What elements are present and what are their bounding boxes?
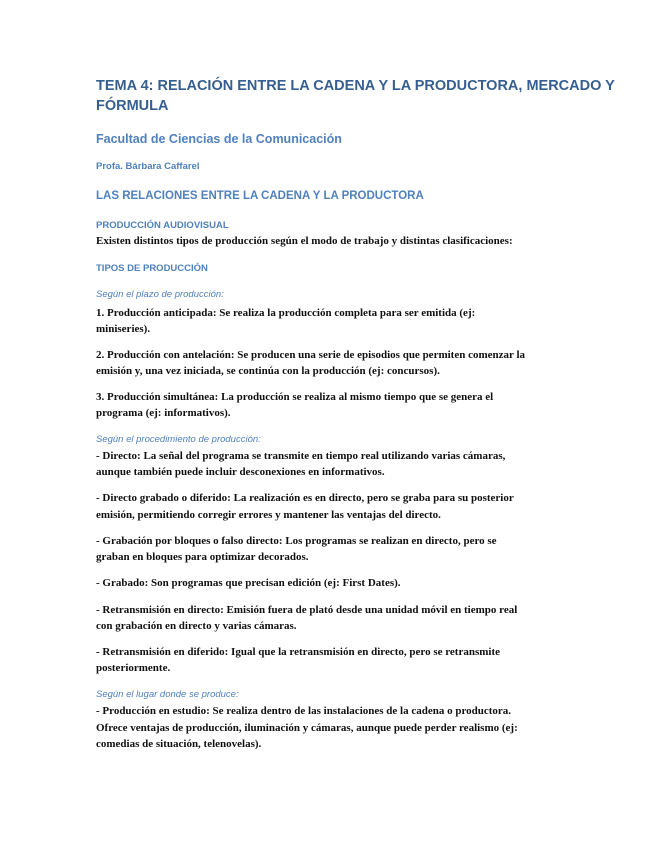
paragraph-line: posteriormente. xyxy=(96,662,171,674)
paragraph-line: miniseries). xyxy=(96,323,151,335)
by-procedure-label: Según el procedimiento de producción: xyxy=(96,434,261,445)
paragraph-line: con grabación en directo y varias cámaras. xyxy=(96,620,297,632)
professor-name: Profa. Bárbara Caffarel xyxy=(96,161,200,172)
paragraph-line: 2. Producción con antelación: Se producen una serie de episodios que permiten comenzar la xyxy=(96,349,525,361)
paragraph-line: graban en bloques para optimizar decorados. xyxy=(96,551,309,563)
by-term-label: Según el plazo de producción: xyxy=(96,289,224,300)
paragraph-line: emisión y, una vez iniciada, se continúa con la producción (ej: concursos). xyxy=(96,365,440,377)
by-place-label: Según el lugar donde se produce: xyxy=(96,689,239,700)
paragraph-line: aunque también puede incluir desconexiones en informativos. xyxy=(96,466,385,478)
paragraph-line: - Retransmisión en diferido: Igual que la retransmisión en directo, pero se retransmite xyxy=(96,646,501,658)
paragraph-line: programa (ej: informativos). xyxy=(96,407,231,419)
paragraph-line: 1. Producción anticipada: Se realiza la producción completa para ser emitida (ej: xyxy=(96,307,476,319)
paragraph-line: emisión, permitiendo corregir errores y mantener las ventajas del directo. xyxy=(96,509,441,521)
paragraph-line: - Directo grabado o diferido: La realización es en directo, pero se graba para su posterior xyxy=(96,492,514,504)
audiovisual-heading: PRODUCCIÓN AUDIOVISUAL xyxy=(96,220,229,231)
paragraph-line: - Grabado: Son programas que precisan edición (ej: First Dates). xyxy=(96,577,401,589)
section-title: LAS RELACIONES ENTRE LA CADENA Y LA PRODUCTORA xyxy=(96,190,424,202)
paragraph-line: Ofrece ventajas de producción, iluminación y cámaras, aunque puede perder realismo (ej: xyxy=(96,722,518,734)
intro-paragraph: Existen distintos tipos de producción según el modo de trabajo y distintas clasificaciones: xyxy=(96,235,513,247)
paragraph-line: - Producción en estudio: Se realiza dentro de las instalaciones de la cadena o productora. xyxy=(96,705,512,717)
paragraph-line: comedias de situación, telenovelas). xyxy=(96,738,262,750)
document-title: FÓRMULA xyxy=(96,98,169,114)
types-heading: TIPOS DE PRODUCCIÓN xyxy=(96,263,208,274)
paragraph-line: - Retransmisión en directo: Emisión fuera de plató desde una unidad móvil en tiempo real xyxy=(96,604,518,616)
paragraph-line: - Grabación por bloques o falso directo: Los programas se realizan en directo, pero se xyxy=(96,535,497,547)
faculty-heading: Facultad de Ciencias de la Comunicación xyxy=(96,132,342,146)
paragraph-line: - Directo: La señal del programa se transmite en tiempo real utilizando varias cámaras, xyxy=(96,450,506,462)
paragraph-line: 3. Producción simultánea: La producción se realiza al mismo tiempo que se genera el xyxy=(96,391,494,403)
document-title: TEMA 4: RELACIÓN ENTRE LA CADENA Y LA PRODUCTORA, MERCADO Y xyxy=(96,78,615,94)
